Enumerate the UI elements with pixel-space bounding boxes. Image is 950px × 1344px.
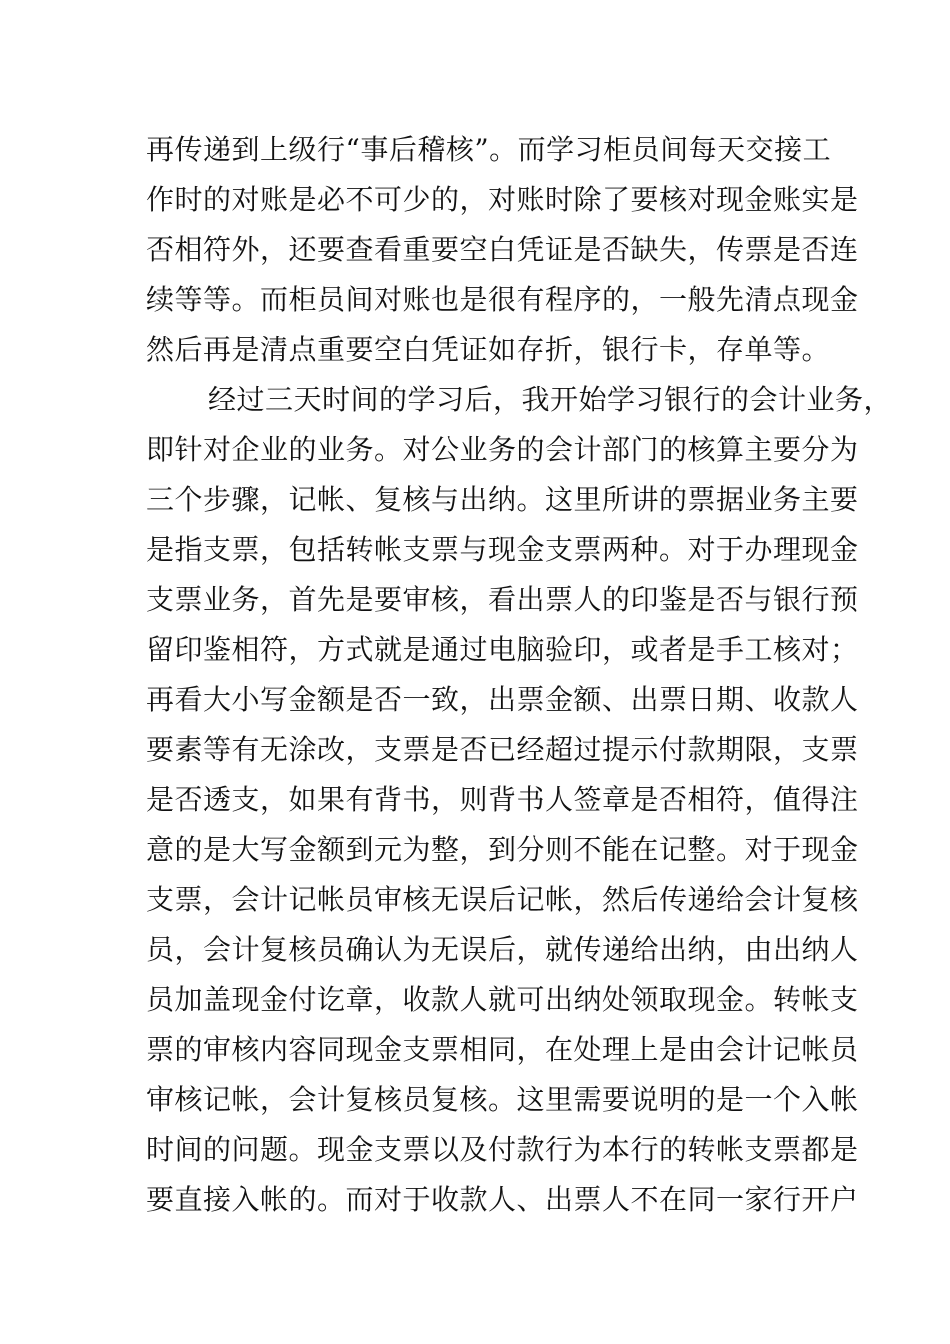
text-line: 要直接入帐的。而对于收款人、出票人不在同一家行开户 [146,1183,859,1216]
text-line: 留印鉴相符，方式就是通过电脑验印，或者是手工核对； [146,633,859,666]
document-body [146,125,893,1225]
text-line: 审核记帐，会计复核员复核。这里需要说明的是一个入帐 [146,1083,859,1116]
text-line: 票的审核内容同现金支票相同，在处理上是由会计记帐员 [146,1033,859,1066]
text-line: 是否透支，如果有背书，则背书人签章是否相符，值得注 [146,783,859,816]
text-line: 再传递到上级行“事后稽核”。而学习柜员间每天交接工 [146,133,832,166]
text-line: 支票业务，首先是要审核，看出票人的印鉴是否与银行预 [146,583,859,616]
text-line: 再看大小写金额是否一致，出票金额、出票日期、收款人 [146,683,859,716]
text-line: 三个步骤，记帐、复核与出纳。这里所讲的票据业务主要 [146,483,859,516]
text-line: 即针对企业的业务。对公业务的会计部门的核算主要分为 [146,433,859,466]
text-line: 时间的问题。现金支票以及付款行为本行的转帐支票都是 [146,1133,859,1166]
text-line: 作时的对账是必不可少的，对账时除了要核对现金账实是 [146,183,859,216]
paragraph [146,375,893,1225]
text-line: 续等等。而柜员间对账也是很有程序的，一般先清点现金 [146,283,859,316]
text-line: 是指支票，包括转帐支票与现金支票两种。对于办理现金 [146,533,859,566]
text-line: 否相符外，还要查看重要空白凭证是否缺失，传票是否连 [146,233,859,266]
text-line: 要素等有无涂改，支票是否已经超过提示付款期限，支票 [146,733,859,766]
text-line: 经过三天时间的学习后，我开始学习银行的会计业务， [208,383,893,416]
text-line: 支票，会计记帐员审核无误后记帐，然后传递给会计复核 [146,883,859,916]
text-line: 意的是大写金额到元为整，到分则不能在记整。对于现金 [146,833,859,866]
text-line: 员，会计复核员确认为无误后，就传递给出纳，由出纳人 [146,933,859,966]
paragraph [146,125,859,375]
text-line: 然后再是清点重要空白凭证如存折，银行卡，存单等。 [146,333,831,366]
text-line: 员加盖现金付讫章，收款人就可出纳处领取现金。转帐支 [146,983,859,1016]
